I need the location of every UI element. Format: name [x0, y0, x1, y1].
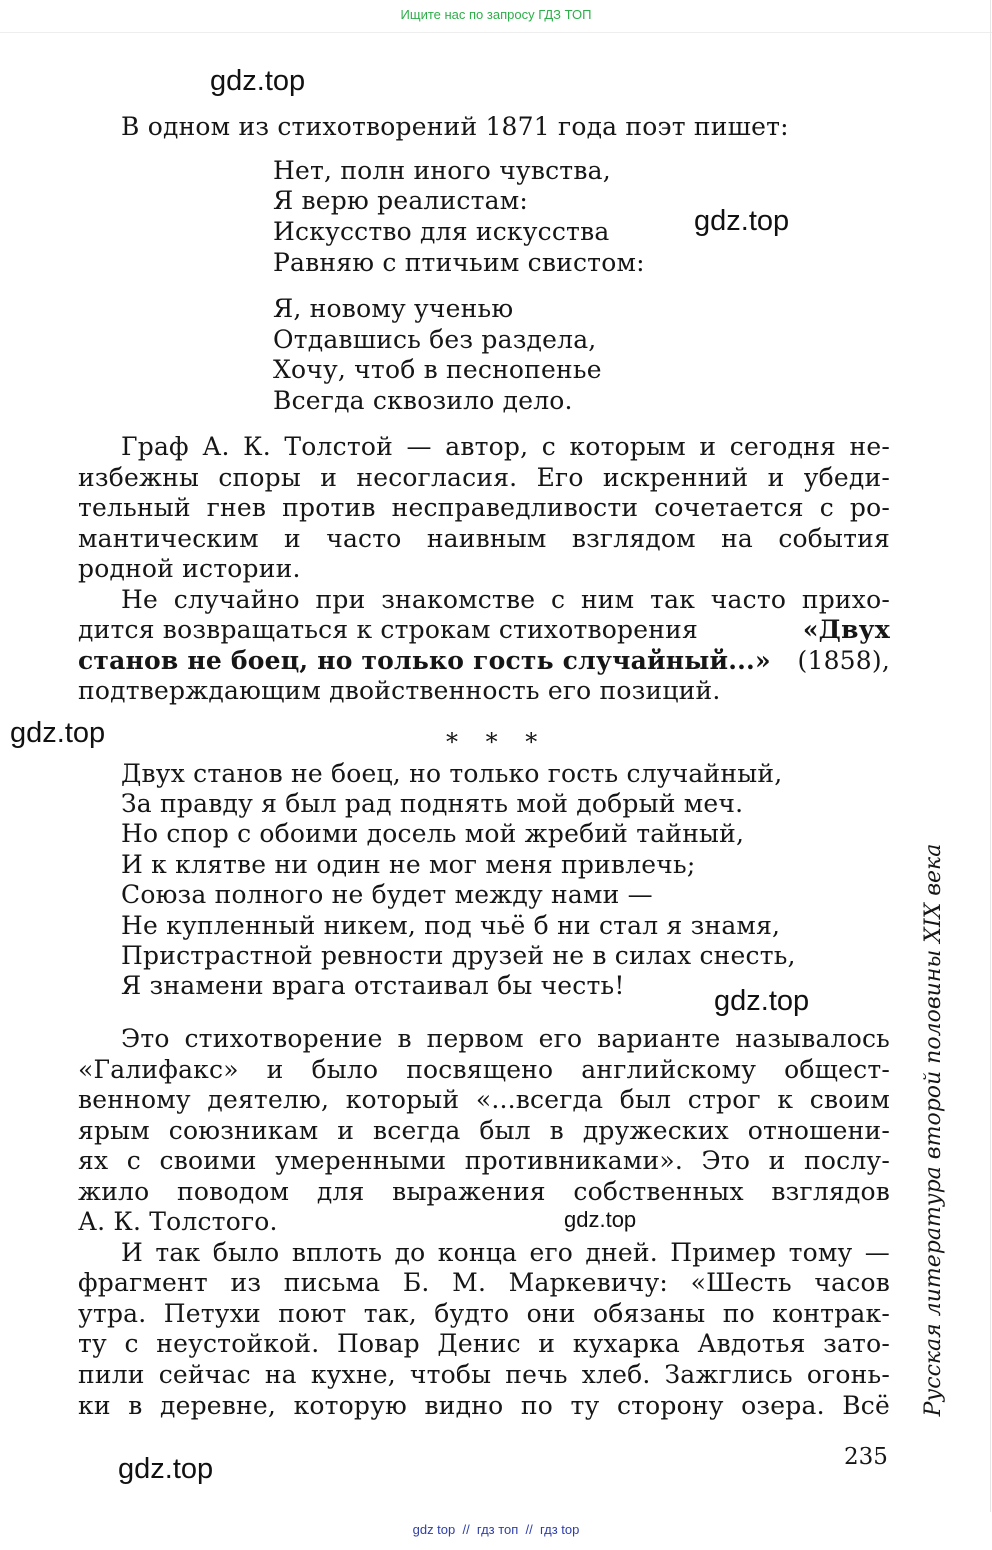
text-fragment: (1858), — [797, 646, 890, 675]
poem-line: Союза полного не будет между нами — — [121, 880, 653, 909]
poem-line: Я верю реалистам: — [273, 186, 528, 215]
poem-line: Не купленный никем, под чьё б ни стал я знамя, — [121, 911, 781, 940]
paragraph-line: жило поводом для выражения собственных взглядов — [78, 1177, 890, 1206]
poem-line: Пристрастной ревности друзей не в силах снесть, — [121, 941, 796, 970]
paragraph-line: избежны споры и несогласия. Его искренний и убеди- — [78, 463, 890, 492]
paragraph-line: тельный гнев против несправедливости сочетается с ро- — [78, 493, 890, 522]
poem-line: Равняю с птичьим свистом: — [273, 248, 645, 277]
paragraph-line: пили сейчас на кухне, чтобы печь хлеб. Зажглись огонь- — [78, 1360, 890, 1389]
paragraph-line: венному деятелю, который «...всегда был строг к своим — [78, 1085, 890, 1114]
text-fragment: дится возвращаться к строкам стихотворения — [78, 615, 698, 644]
poem-title-fragment: станов не боец, но только гость случайный...» — [78, 646, 771, 675]
paragraph-line: А. К. Толстого. — [78, 1207, 278, 1236]
bottom-links[interactable]: gdz top // гдз топ // гдз top — [412, 1522, 580, 1537]
paragraph-line: ки в деревне, которую видно по ту сторону озера. Всё — [78, 1391, 890, 1420]
paragraph-line: Граф А. К. Толстой — автор, с которым и сегодня не- — [121, 432, 890, 461]
poem-line: За правду я был рад поднять мой добрый меч. — [121, 789, 744, 818]
paragraph-line: И так было вплоть до конца его дней. Пример тому — — [121, 1238, 890, 1267]
poem-line: Искусство для искусства — [273, 217, 610, 246]
watermark: gdz.top — [714, 985, 810, 1017]
poem-line: Я, новому ученью — [273, 294, 514, 323]
watermark: gdz.top — [564, 1207, 637, 1232]
paragraph-line: Это стихотворение в первом его варианте называлось — [121, 1024, 890, 1053]
page-number: 235 — [844, 1444, 888, 1470]
intro-line: В одном из стихотворений 1871 года поэт пишет: — [121, 112, 789, 141]
watermark: gdz.top — [694, 205, 790, 237]
watermark: gdz.top — [210, 65, 306, 97]
poem-title-fragment: «Двух — [802, 615, 890, 644]
paragraph-line — [78, 646, 890, 676]
paragraph-line: родной истории. — [78, 554, 301, 583]
watermark: gdz.top — [118, 1453, 214, 1485]
paragraph-line: Не случайно при знакомстве с ним так часто прихо- — [121, 585, 890, 614]
poem-line: Но спор с обоими досель мой жребий тайный, — [121, 819, 745, 848]
paragraph-line: ту с неустойкой. Повар Денис и кухарка Авдотья зато- — [78, 1329, 890, 1358]
paragraph-line — [78, 615, 890, 645]
paragraph-line: утра. Петухи поют так, будто они обязаны по контрак- — [78, 1299, 890, 1328]
section-stars: * * * — [446, 728, 548, 756]
page-edge-divider — [990, 0, 991, 1512]
poem-line: Отдавшись без раздела, — [273, 325, 597, 354]
section-sidebar-title: Русская литература второй половины XIX века — [921, 843, 946, 1417]
poem-line: Всегда сквозило дело. — [273, 386, 573, 415]
poem-line: Двух станов не боец, но только гость случайный, — [121, 759, 783, 788]
poem-line: Я знамени врага отстаивал бы честь! — [121, 971, 625, 1000]
poem-line: Нет, полн иного чувства, — [273, 156, 611, 185]
poem-line: Хочу, чтоб в песнопенье — [273, 355, 602, 384]
paragraph-line: фрагмент из письма Б. М. Маркевичу: «Шесть часов — [78, 1268, 890, 1297]
poem-line: И к клятве ни один не мог меня привлечь; — [121, 850, 696, 879]
paragraph-line: подтверждающим двойственность его позиций. — [78, 676, 721, 705]
watermark: gdz.top — [10, 717, 106, 749]
paragraph-line: «Галифакс» и было посвящено английскому общест- — [78, 1055, 890, 1084]
paragraph-line: ярым союзникам и всегда был в дружеских отношени- — [78, 1116, 890, 1145]
paragraph-line: мантическим и часто наивным взглядом на события — [78, 524, 890, 553]
top-banner[interactable]: Ищите нас по запросу ГДЗ ТОП — [0, 0, 992, 33]
paragraph-line: ях с своими умеренными противниками». Это и послу- — [78, 1146, 890, 1175]
